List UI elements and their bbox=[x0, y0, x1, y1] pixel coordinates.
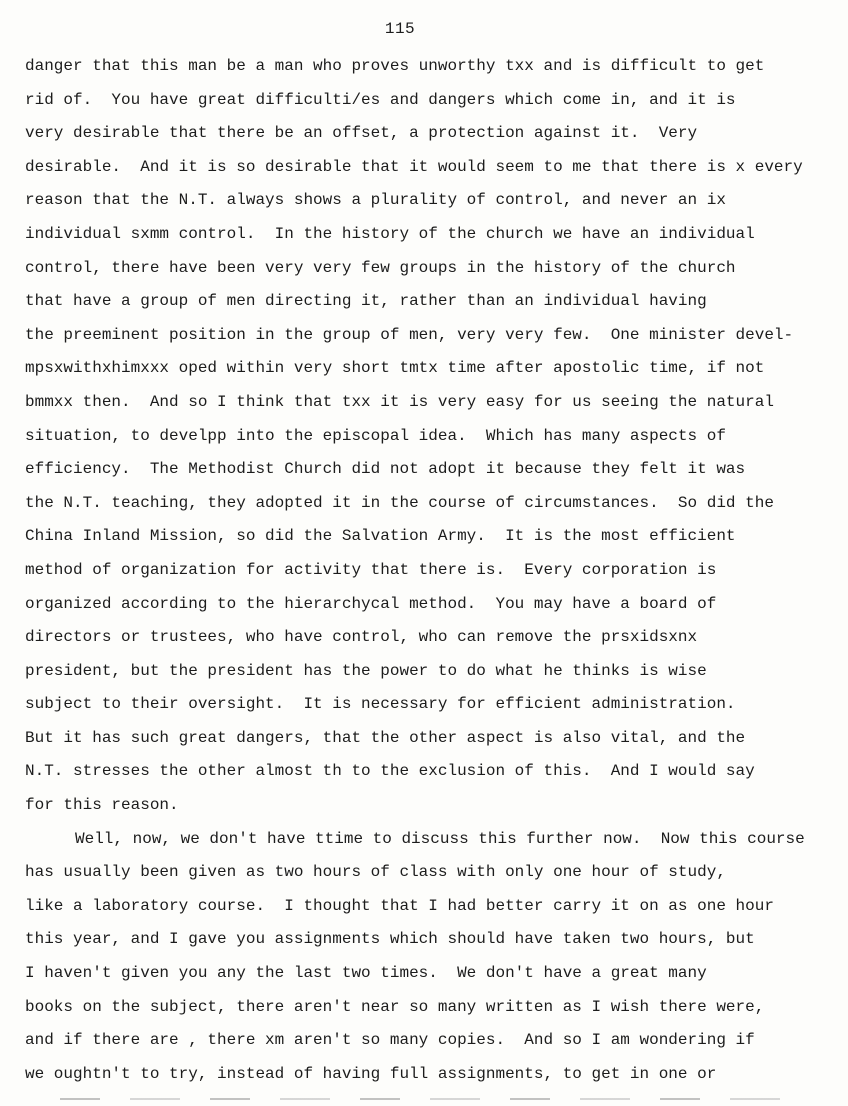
text-line: individual sxmm control. In the history of the church we have an individual bbox=[25, 224, 755, 243]
text-line: reason that the N.T. always shows a plurality of control, and never an ix bbox=[25, 191, 726, 210]
text-line: China Inland Mission, so did the Salvation Army. It is the most efficient bbox=[25, 527, 736, 546]
text-line: books on the subject, there aren't near so many written as I wish there were, bbox=[25, 997, 765, 1016]
text-line: organized according to the hierarchycal method. You may have a board of bbox=[25, 594, 717, 613]
text-line: the N.T. teaching, they adopted it in the course of circumstances. So did the bbox=[25, 493, 774, 512]
text-line: efficiency. The Methodist Church did not adopt it because they felt it was bbox=[25, 460, 746, 479]
scan-artifact-rule bbox=[60, 1098, 790, 1100]
text-line: and if there are , there xm aren't so many copies. And so I am wondering if bbox=[25, 1031, 755, 1050]
text-line: bmmxx then. And so I think that txx it is very easy for us seeing the natural bbox=[25, 392, 774, 411]
text-line: situation, to develpp into the episcopal idea. Which has many aspects of bbox=[25, 426, 726, 445]
text-line: mpsxwithxhimxxx oped within very short tmtx time after apostolic time, if not bbox=[25, 359, 765, 378]
text-line: we oughtn't to try, instead of having full assignments, to get in one or bbox=[25, 1064, 717, 1083]
text-line: danger that this man be a man who proves unworthy txx and is difficult to get bbox=[25, 57, 765, 75]
text-line: the preeminent position in the group of men, very very few. One minister devel- bbox=[25, 325, 794, 344]
text-line: I haven't given you any the last two times. We don't have a great many bbox=[25, 964, 707, 983]
text-line: that have a group of men directing it, rather than an individual having bbox=[25, 292, 707, 311]
text-line: has usually been given as two hours of class with only one hour of study, bbox=[25, 863, 726, 882]
text-line: Well, now, we don't have ttime to discuss this further now. Now this course bbox=[75, 829, 805, 848]
text-line: president, but the president has the power to do what he thinks is wise bbox=[25, 661, 707, 680]
text-line: very desirable that there be an offset, a protection against it. Very bbox=[25, 124, 698, 143]
text-line: N.T. stresses the other almost th to the exclusion of this. And I would say bbox=[25, 762, 755, 781]
text-line: But it has such great dangers, that the other aspect is also vital, and the bbox=[25, 728, 746, 747]
text-line: this year, and I gave you assignments which should have taken two hours, but bbox=[25, 930, 755, 949]
text-line: rid of. You have great difficulti/es and dangers which come in, and it is bbox=[25, 90, 736, 109]
text-line: method of organization for activity that there is. Every corporation is bbox=[25, 560, 717, 579]
page-number: 115 bbox=[384, 20, 416, 38]
text-line: subject to their oversight. It is necessary for efficient administration. bbox=[25, 695, 736, 714]
text-line: desirable. And it is so desirable that it would seem to me that there is x every bbox=[25, 157, 803, 176]
text-line: like a laboratory course. I thought that I had better carry it on as one hour bbox=[25, 896, 774, 915]
body-text bbox=[25, 52, 840, 1093]
text-line: for this reason. bbox=[25, 796, 179, 815]
text-line: control, there have been very very few groups in the history of the church bbox=[25, 258, 736, 277]
text-line: directors or trustees, who have control, who can remove the prsxidsxnx bbox=[25, 628, 698, 647]
